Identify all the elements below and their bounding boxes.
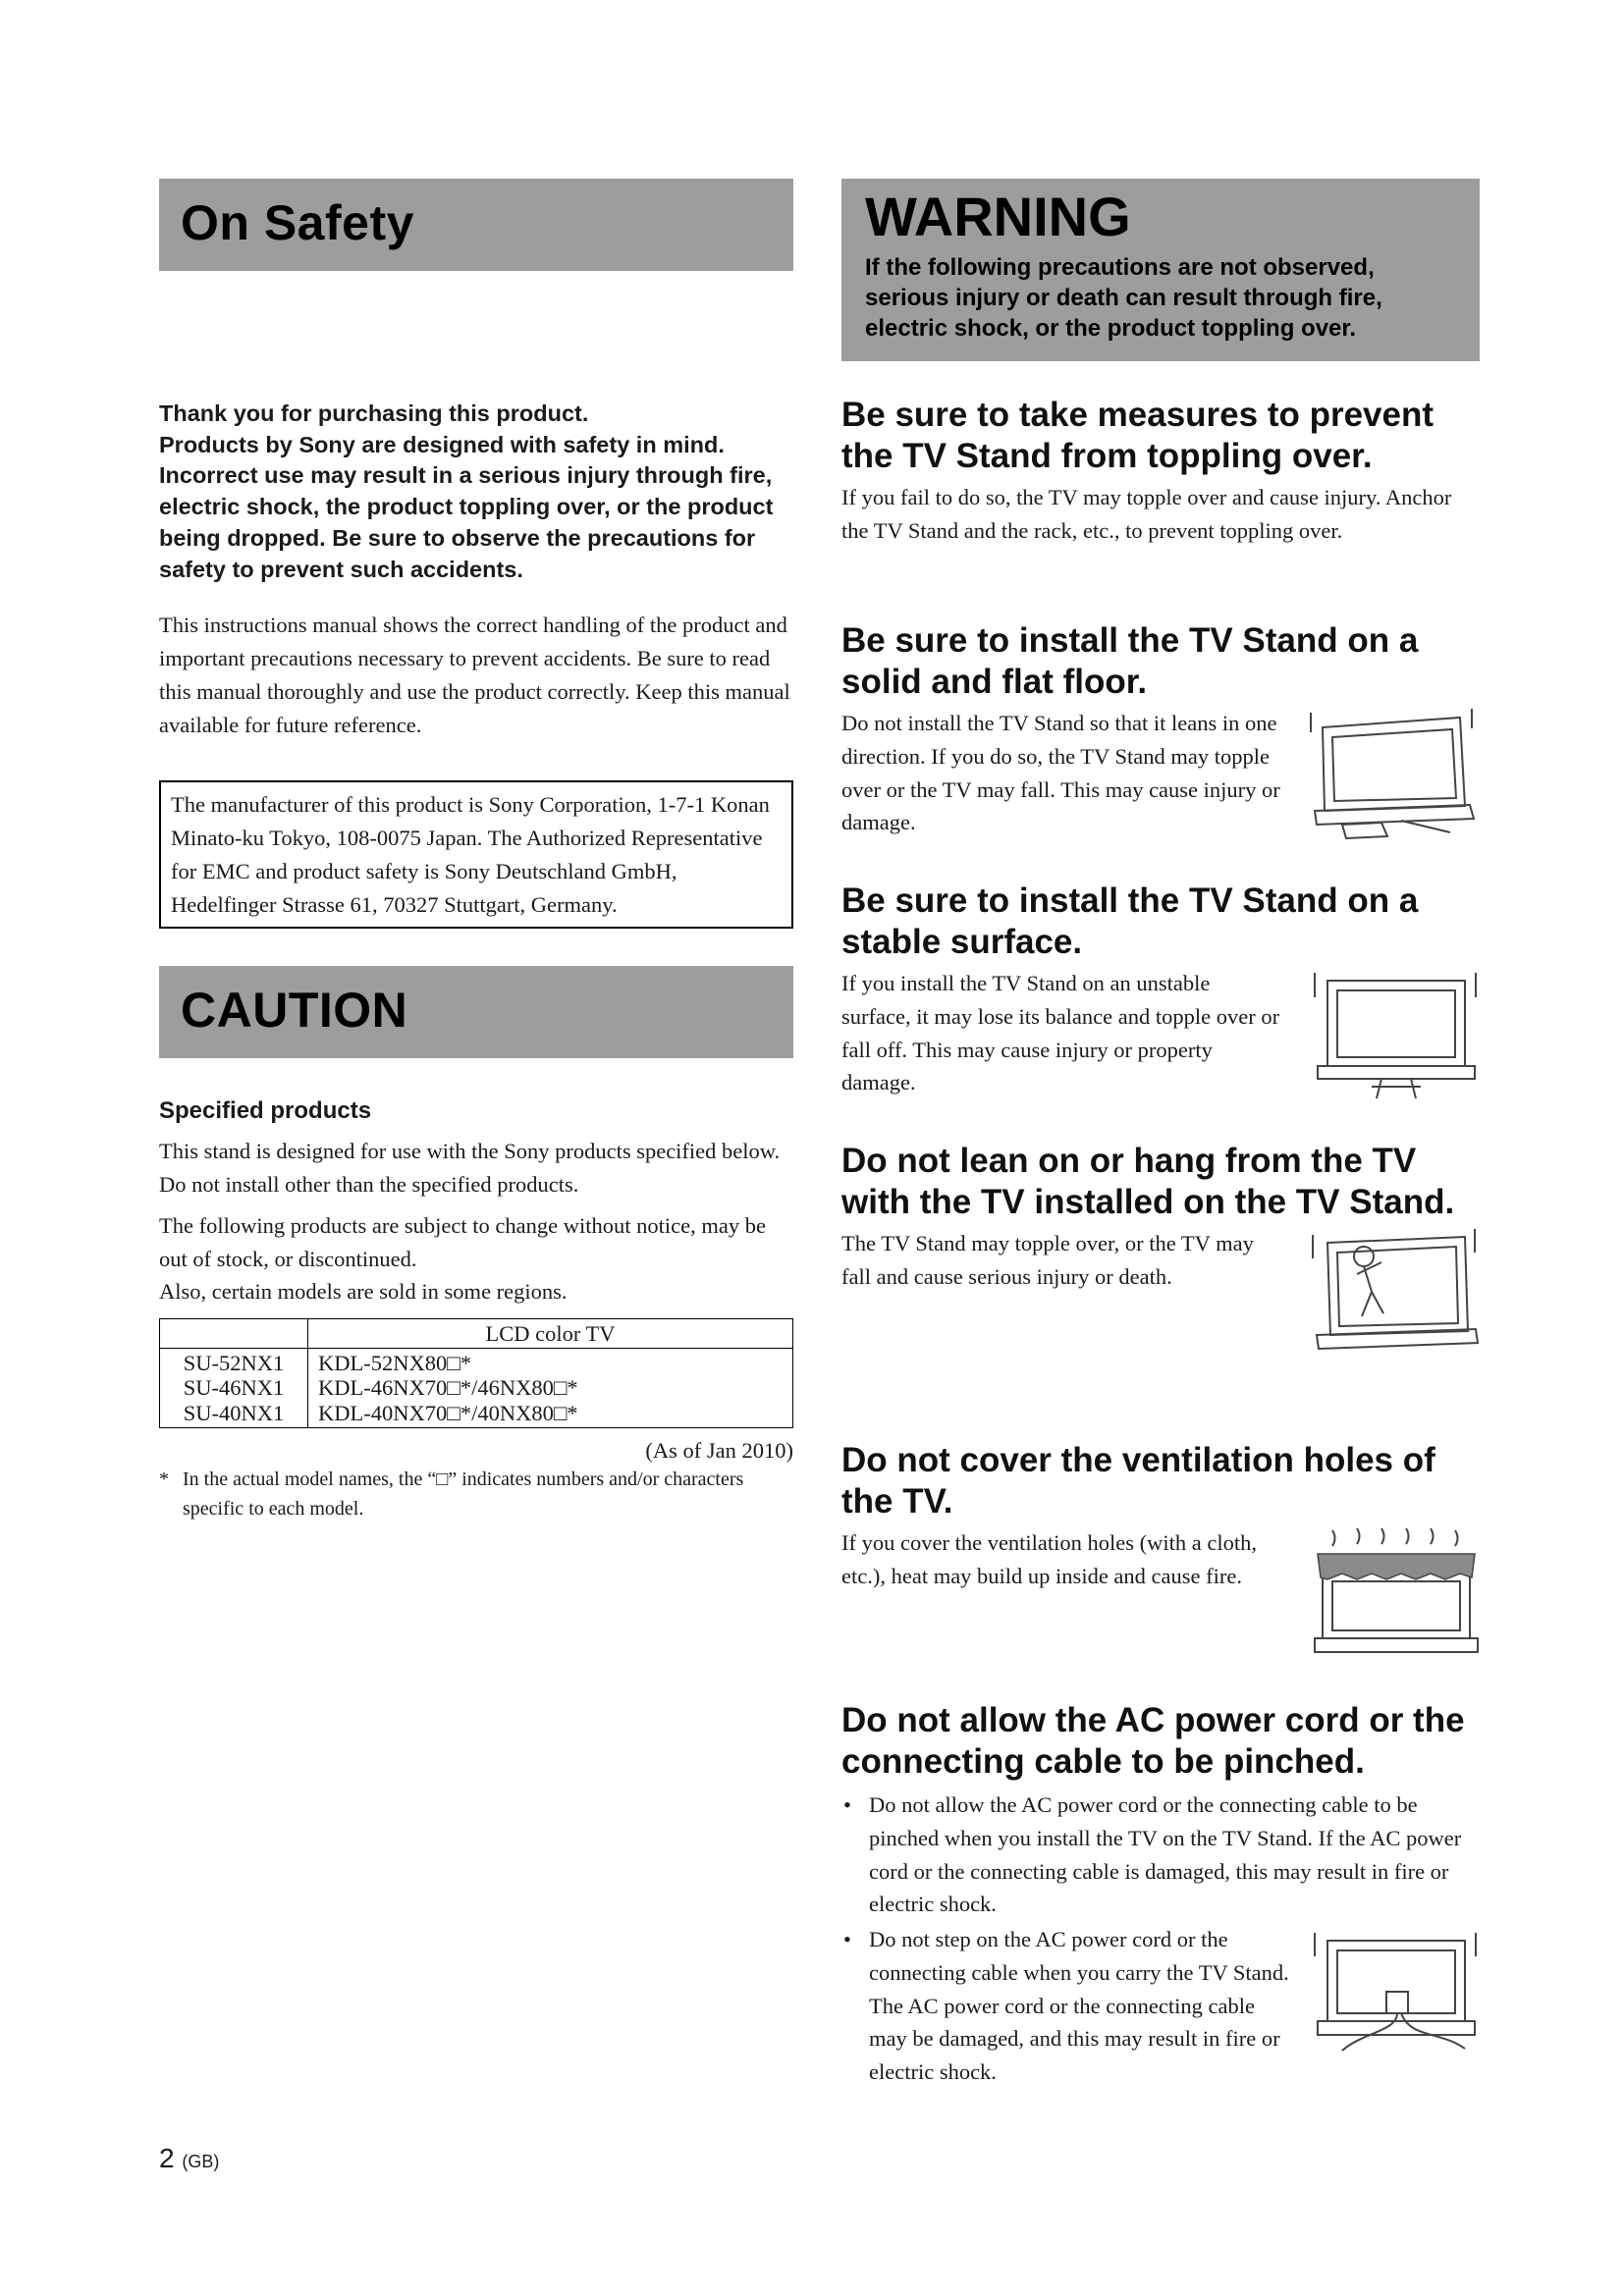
section-heading: Do not cover the ventilation holes of the TV. <box>841 1441 1435 1521</box>
covered-vents-illustration <box>1303 1522 1480 1660</box>
section-heading: Be sure to take measures to prevent the TV Stand from toppling over. <box>841 396 1435 475</box>
section-text: The TV Stand may topple over, or the TV may fall and cause serious injury or death. <box>841 1231 1254 1289</box>
right-column <box>841 179 1480 2084</box>
bullet-text: Do not allow the AC power cord or the connecting cable to be pinched when you install the TV on the TV Stand. If the AC power cord or the connecting cable is damaged, this may result in fire or electric shock. <box>869 1792 1462 1917</box>
footnote-text: In the actual model names, the “□” indicates numbers and/or characters specific to each model. <box>183 1468 744 1521</box>
specified-text-1: This stand is designed for use with the Sony products specified below. Do not install other than the specified products. <box>159 1139 781 1198</box>
table-cell-stands: SU-52NX1 SU-46NX1 SU-40NX1 <box>160 1349 308 1428</box>
specified-text-2: The following products are subject to change without notice, may be out of stock, or discontinued. Also, certain models are sold in some regions. <box>159 1212 766 1305</box>
section-pinched-cord <box>841 1700 1480 2089</box>
section-stable-surface <box>841 881 1480 1100</box>
specified-products-heading: Specified products <box>159 1097 372 1125</box>
child-hanging-illustration <box>1303 1223 1480 1361</box>
section-text: If you cover the ventilation holes (with a cloth, etc.), heat may build up inside and cause fire. <box>841 1530 1258 1588</box>
section-heading: Be sure to install the TV Stand on a stable surface. <box>841 881 1419 961</box>
bullet-item <box>841 1789 1480 1921</box>
section-heading: Be sure to install the TV Stand on a solid and flat floor. <box>841 621 1419 701</box>
warning-banner <box>841 179 1480 361</box>
tv-unstable-illustration <box>1303 963 1480 1100</box>
on-safety-title: On Safety <box>181 195 414 250</box>
section-text: Do not install the TV Stand so that it leans in one direction. If you do so, the TV Stand may topple over or the TV may fall. This may cause injury or damage. <box>841 711 1280 835</box>
left-column <box>159 179 793 1523</box>
bullet-text: Do not step on the AC power cord or the connecting cable when you carry the TV Stand. The AC power cord or the connecting cable may be damaged, and this may result in fire or electric shock. <box>869 1927 1289 2084</box>
products-table <box>159 1318 793 1428</box>
tv-leaning-illustration <box>1303 703 1480 840</box>
manufacturer-box <box>159 780 793 929</box>
section-heading: Do not allow the AC power cord or the connecting cable to be pinched. <box>841 1701 1465 1781</box>
cord-stand-illustration <box>1303 1923 1480 2060</box>
intro-text: This instructions manual shows the correct handling of the product and important precautions necessary to prevent accidents. Be sure to read this manual thoroughly and use the product correctly. Keep this manual available for future reference. <box>159 613 790 737</box>
as-of-date: (As of Jan 2010) <box>645 1437 793 1463</box>
footnote-mark: * <box>159 1468 169 1491</box>
section-text: If you fail to do so, the TV may topple over and cause injury. Anchor the TV Stand and the rack, etc., to prevent toppling over. <box>841 485 1452 543</box>
bullet-mark: • <box>843 1792 851 1817</box>
warning-subtitle: If the following precautions are not observed, serious injury or death can result through fire, electric shock, or the product toppling over. <box>865 253 1382 343</box>
table-cell-models: KDL-52NX80□* KDL-46NX70□*/46NX80□* KDL-40NX70□*/40NX80□* <box>308 1349 793 1428</box>
section-heading: Do not lean on or hang from the TV with the TV installed on the TV Stand. <box>841 1142 1455 1221</box>
section-toppling <box>841 395 1480 548</box>
intro-bold-text: Thank you for purchasing this product. Products by Sony are designed with safety in mind. Incorrect use may result in a serious injury through fire, electric shock, the product toppling over, or the product being dropped. Be sure to observe the precautions for safety to prevent such accidents. <box>159 400 774 582</box>
caution-banner <box>159 966 793 1058</box>
section-lean-hang <box>841 1141 1480 1361</box>
section-flat-floor <box>841 620 1480 840</box>
section-text: If you install the TV Stand on an unstable surface, it may lose its balance and topple over or fall off. This may cause injury or property damage. <box>841 971 1280 1095</box>
page-number: 2 <box>159 2143 175 2173</box>
footnote <box>159 1465 793 1523</box>
on-safety-banner <box>159 179 793 271</box>
page-footer <box>159 2143 219 2174</box>
table-header-empty <box>160 1319 308 1349</box>
bullet-item <box>841 1923 1293 2089</box>
warning-title: WARNING <box>865 186 1131 247</box>
manufacturer-text: The manufacturer of this product is Sony Corporation, 1-7-1 Konan Minato-ku Tokyo, 108-0075 Japan. The Authorized Representative for EMC and product safety is Sony Deutschland GmbH, Hedelfinger Strasse 61, 70327 Stuttgart, Germany. <box>171 792 770 917</box>
table-row <box>160 1349 793 1428</box>
caution-title: CAUTION <box>181 983 408 1039</box>
table-header-cell: LCD color TV <box>308 1319 793 1349</box>
section-ventilation <box>841 1440 1480 1660</box>
bullet-mark: • <box>843 1927 851 1951</box>
page-suffix: (GB) <box>182 2152 220 2171</box>
table-header-row <box>160 1319 793 1349</box>
